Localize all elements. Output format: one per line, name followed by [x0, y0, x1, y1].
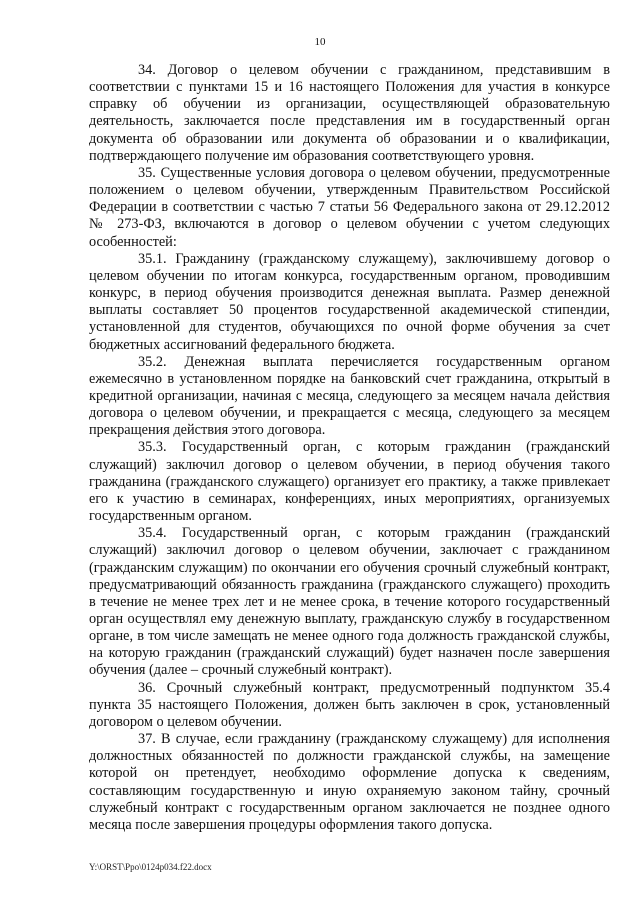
- paragraph-35-4: 35.4. Государственный орган, с которым гражданин (гражданский служащий) заключил договор о целевом обучении, заключает с гражданином (гражданским служащим) по окончании его обучения срочный служебный контракт, предусматривающий обязанность гражданина (гражданского служащего) проходить в течение не менее трех лет и не менее срока, в течение которого государственный орган осуществлял ему денежную выплату, гражданскую службу в государственном органе, в том числе замещать не менее одного года должность гражданской службы, на которую гражданин (гражданский служащий) будет назначен после завершения обучения (далее – срочный служебный контракт).: [89, 525, 610, 679]
- page-number: 10: [314, 36, 326, 48]
- paragraph-35-2: 35.2. Денежная выплата перечисляется государственным органом ежемесячно в установленном порядке на банковский счет гражданина, открытый в кредитной организации, начиная с месяца, следующего за месяцем начала действия договора о целевом обучении, и прекращается с месяца, следующего за месяцем прекращения действия этого договора.: [89, 353, 610, 439]
- paragraph-34: 34. Договор о целевом обучении с гражданином, представившим в соответствии с пунктами 15 и 16 настоящего Положения для участия в конкурсе справку об обучении из организации, осуществляющей образовательную деятельность, заключается после представления им в государственный орган документа об образовании или документа об образовании и о квалификации, подтверждающего получение им образования соответствующего уровня.: [89, 62, 610, 164]
- paragraph-35-3: 35.3. Государственный орган, с которым гражданин (гражданский служащий) заключил договор о целевом обучении, в период обучения такого гражданина (гражданского служащего) организует его практику, а также привлекает его к участию в семинарах, конференциях, иных мероприятиях, организуемых государственным органом.: [89, 439, 610, 525]
- paragraph-37: 37. В случае, если гражданину (гражданскому служащему) для исполнения должностных обязанностей по должности гражданской службы, на замещение которой он претендует, необходимо оформление допуска к сведениям, составляющим государственную и иную охраняемую законом тайну, срочный служебный контракт с государственным органом заключается не позднее одного месяца после завершения процедуры оформления такого допуска.: [89, 731, 610, 833]
- document-body: [89, 62, 610, 834]
- paragraph-35-1: 35.1. Гражданину (гражданскому служащему), заключившему договор о целевом обучении по итогам конкурса, государственным органом, проводившим конкурс, в период обучения производится денежная выплата. Размер денежной выплаты составляет 50 процентов государственной академической стипендии, установленной для студентов, обучающихся по очной форме обучения за счет бюджетных ассигнований федерального бюджета.: [89, 250, 610, 353]
- paragraph-36: 36. Срочный служебный контракт, предусмотренный подпунктом 35.4 пункта 35 настоящего Положения, должен быть заключен в срок, установленный договором о целевом обучении.: [89, 679, 610, 730]
- paragraph-35: 35. Существенные условия договора о целевом обучении, предусмотренные положением о целевом обучении, утвержденным Правительством Российской Федерации в соответствии с частью 7 статьи 56 Федерального закона от 29.12.2012 № 273-ФЗ, включаются в договор о целевом обучении с учетом следующих особенностей:: [89, 164, 610, 250]
- file-path-footer: Y:\ORST\Ppo\0124p034.f22.docx: [89, 862, 212, 872]
